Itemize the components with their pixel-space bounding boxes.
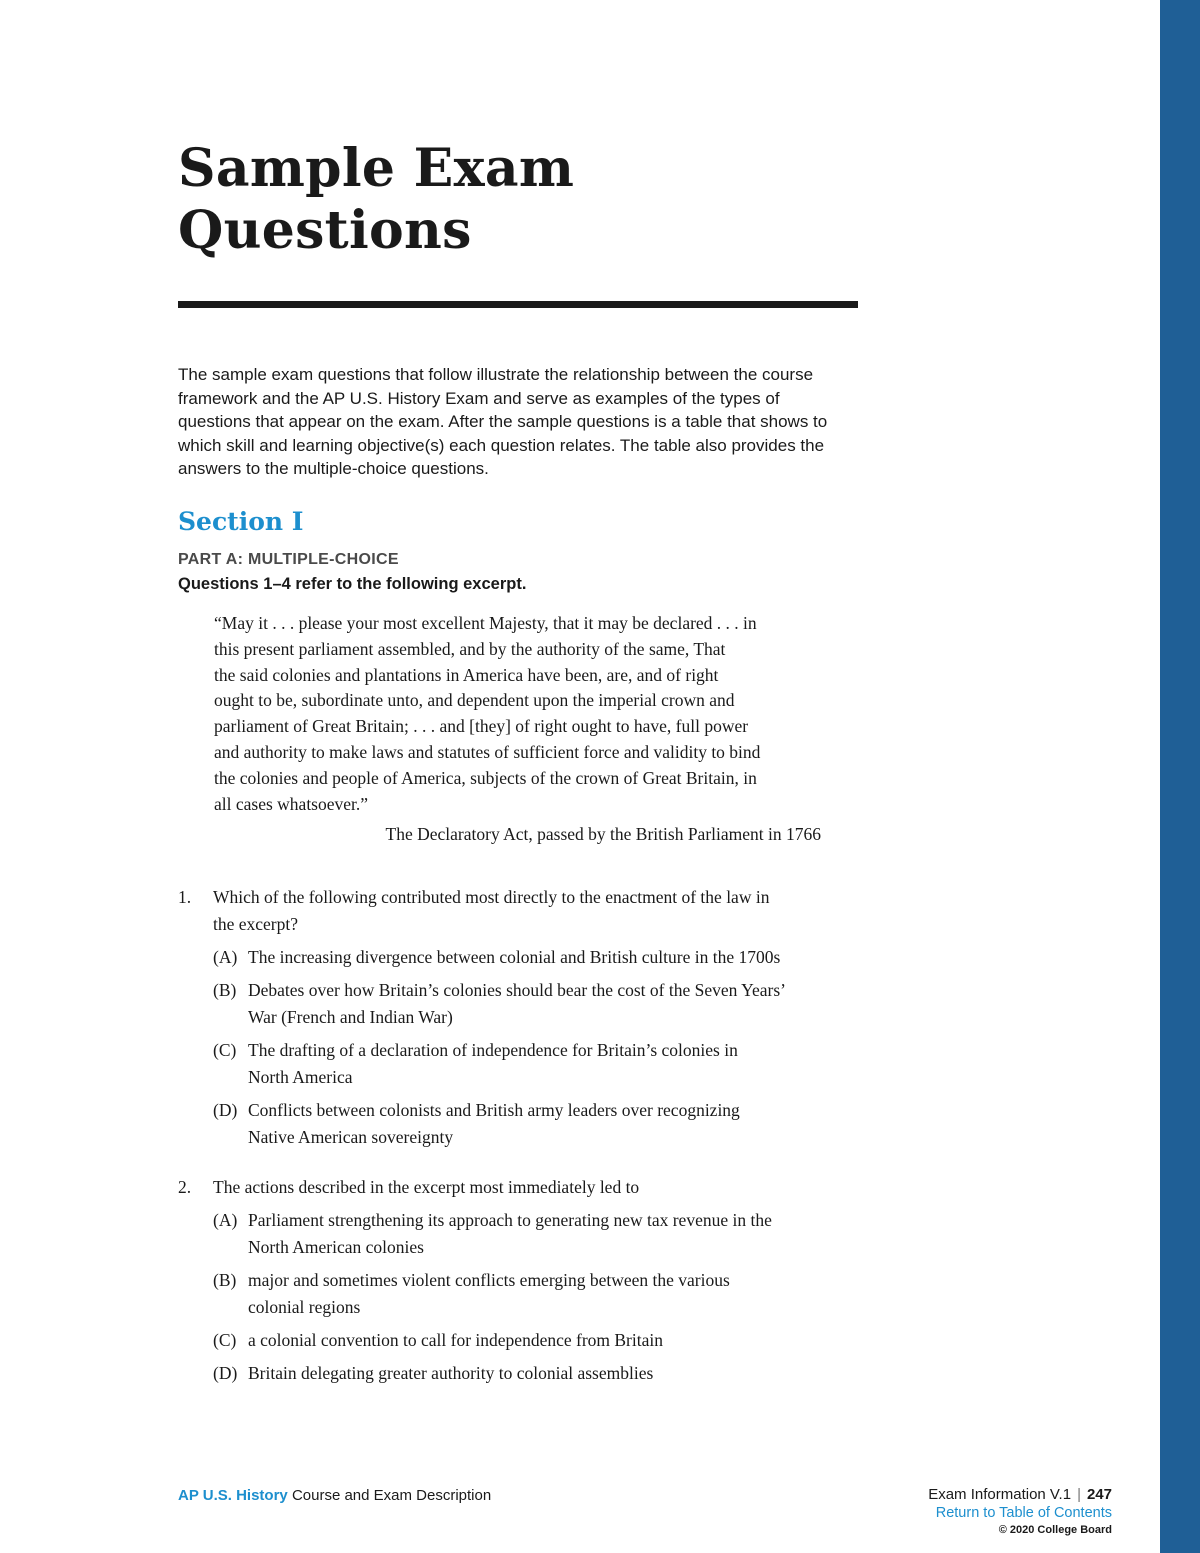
title-divider: [178, 301, 858, 308]
excerpt-quote: [214, 611, 834, 817]
section-title: Section I: [178, 507, 304, 536]
option-text: War (French and Indian War): [248, 1007, 453, 1027]
page-title: [178, 138, 574, 262]
question-2: [178, 1174, 868, 1387]
intro-line: The sample exam questions that follow illustrate the relationship between the course: [178, 365, 814, 384]
footer-page-info: [860, 1486, 1112, 1538]
option-text: Britain delegating greater authority to colonial assemblies: [248, 1363, 654, 1383]
option-letter: (C): [213, 1040, 237, 1060]
copyright: © 2020 College Board: [998, 1524, 1112, 1536]
option-text: Native American sovereignty: [248, 1127, 454, 1147]
option-text: Conflicts between colonists and British army leaders over recognizing: [248, 1100, 740, 1120]
option-letter: (D): [213, 1100, 238, 1120]
question-stem-line: The actions described in the excerpt most immediately led to: [213, 1177, 640, 1197]
excerpt-line: and authority to make laws and statutes of sufficient force and validity to bind: [214, 741, 761, 762]
option-text: colonial regions: [248, 1297, 361, 1317]
question-stem-line: Which of the following contributed most directly to the enactment of the law in: [213, 887, 770, 907]
intro-line: framework and the AP U.S. History Exam and serve as examples of the types of: [178, 388, 780, 408]
footer-course: [178, 1486, 491, 1506]
excerpt-line: ought to be, subordinate unto, and dependent upon the imperial crown and: [214, 690, 735, 711]
answer-option-b: [213, 977, 868, 1031]
answer-option-a: [213, 1207, 868, 1261]
intro-paragraph: [178, 363, 868, 481]
intro-line: answers to the multiple-choice questions.: [178, 459, 489, 478]
questions-intro: Questions 1–4 refer to the following excerpt.: [178, 575, 527, 593]
answer-option-d: [213, 1360, 868, 1387]
option-letter: (B): [213, 1270, 237, 1290]
page-title-line-1: Sample Exam: [178, 138, 575, 199]
option-letter: (C): [213, 1330, 237, 1350]
excerpt-source: The Declaratory Act, passed by the British Parliament in 1766: [385, 824, 821, 844]
answer-option-c: [213, 1037, 868, 1091]
option-text: The drafting of a declaration of independence for Britain’s colonies in: [248, 1040, 738, 1060]
option-text: North America: [248, 1067, 353, 1087]
intro-line: questions that appear on the exam. After the sample questions is a table that shows to: [178, 412, 828, 431]
answer-option-b: [213, 1267, 868, 1321]
answer-option-a: [213, 944, 868, 971]
question-number: 1.: [178, 887, 192, 907]
question-1: [178, 884, 868, 1151]
option-text: The increasing divergence between colonial and British culture in the 1700s: [248, 947, 781, 967]
excerpt-line: the said colonies and plantations in America have been, are, and of right: [214, 664, 719, 685]
option-letter: (A): [213, 947, 238, 967]
option-letter: (D): [213, 1363, 238, 1383]
option-letter: (B): [213, 980, 237, 1000]
option-text: a colonial convention to call for independence from Britain: [248, 1330, 663, 1350]
answer-option-c: [213, 1327, 868, 1354]
excerpt-line: parliament of Great Britain; . . . and [they] of right ought to have, full power: [214, 716, 749, 737]
side-color-band: [1160, 0, 1200, 1553]
excerpt-line: this present parliament assembled, and by the authority of the same, That: [214, 638, 726, 659]
option-text: major and sometimes violent conflicts emerging between the various: [248, 1270, 730, 1290]
excerpt-line: all cases whatsoever.”: [214, 793, 369, 814]
question-number: 2.: [178, 1177, 192, 1197]
intro-line: which skill and learning objective(s) each question relates. The table also provides the: [178, 435, 825, 455]
option-text: Parliament strengthening its approach to generating new tax revenue in the: [248, 1210, 772, 1230]
answer-option-d: [213, 1097, 868, 1151]
option-letter: (A): [213, 1210, 238, 1230]
footer-section-info: Exam Information V.1: [928, 1486, 1072, 1503]
return-to-toc-link[interactable]: Return to Table of Contents: [935, 1505, 1112, 1521]
excerpt-line: “May it . . . please your most excellent Majesty, that it may be declared . . . in: [214, 613, 757, 633]
option-text: North American colonies: [248, 1237, 424, 1257]
excerpt-line: the colonies and people of America, subjects of the crown of Great Britain, in: [214, 767, 757, 788]
footer-separator: |: [1077, 1486, 1081, 1503]
question-stem: [178, 884, 868, 938]
part-label: PART A: MULTIPLE-CHOICE: [178, 551, 399, 568]
footer-brand: AP U.S. History: [178, 1487, 288, 1504]
option-text: Debates over how Britain’s colonies should bear the cost of the Seven Years’: [248, 980, 787, 1000]
footer-course-desc: Course and Exam Description: [291, 1487, 492, 1504]
page-number: 247: [1086, 1486, 1112, 1503]
question-stem: [178, 1174, 868, 1201]
page-title-line-2: Questions: [178, 200, 472, 261]
question-stem-line: the excerpt?: [213, 914, 299, 934]
